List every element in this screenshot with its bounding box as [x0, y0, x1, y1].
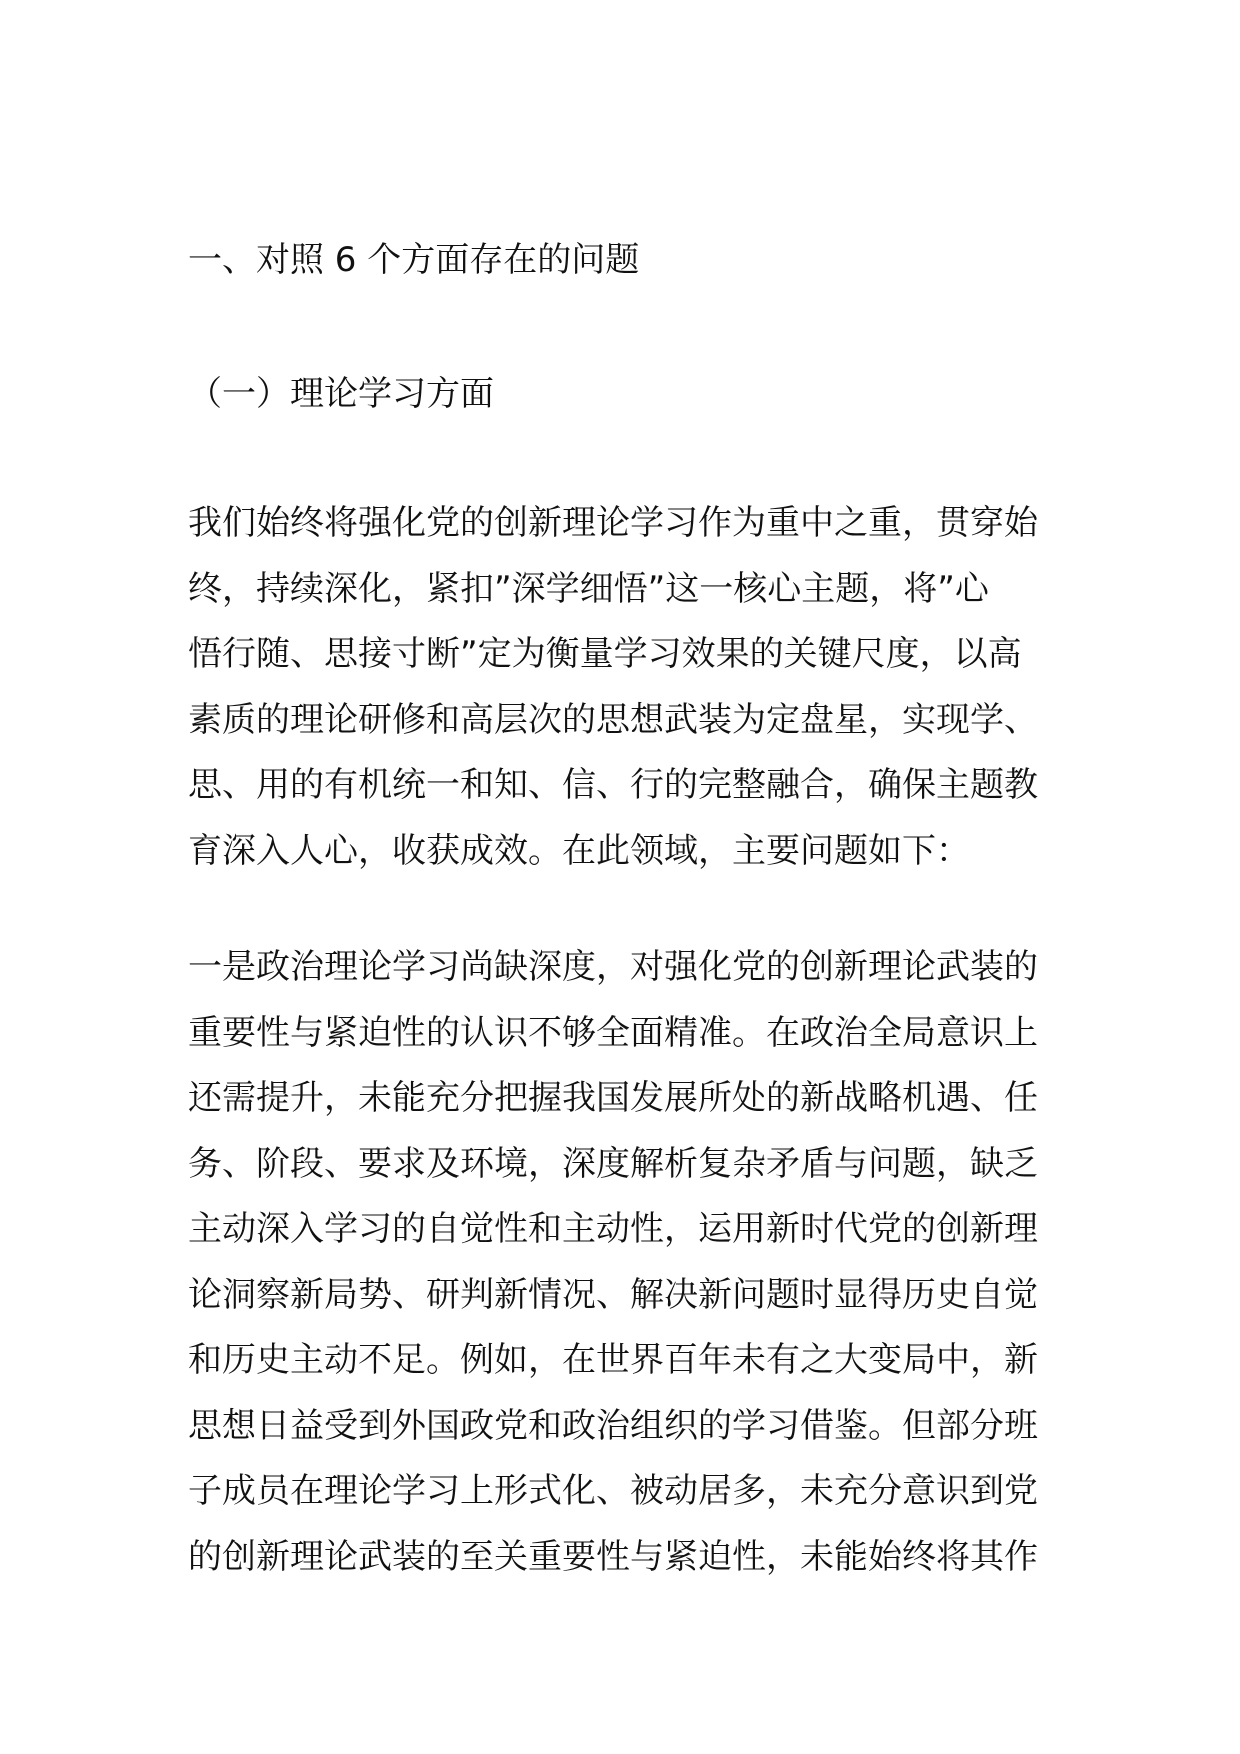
subsection-heading: （一）理论学习方面 [188, 374, 494, 414]
paragraph-line: 重要性与紧迫性的认识不够全面精准。在政治全局意识上 [188, 1012, 1038, 1053]
paragraph-line: 主动深入学习的自觉性和主动性，运用新时代党的创新理 [188, 1209, 1038, 1249]
paragraph-line: 和历史主动不足。例如，在世界百年未有之大变局中，新 [188, 1340, 1038, 1380]
section-heading: 一、对照 6 个方面存在的问题 [188, 240, 640, 280]
paragraph-line: 论洞察新局势、研判新情况、解决新问题时显得历史自觉 [188, 1274, 1038, 1315]
paragraph-line: 育深入人心，收获成效。在此领域，主要问题如下： [188, 830, 970, 871]
paragraph-line: 终，持续深化，紧扣”深学细悟”这一核心主题，将”心 [188, 568, 989, 609]
paragraph-line: 思、用的有机统一和知、信、行的完整融合，确保主题教 [188, 765, 1038, 805]
paragraph-line: 还需提升，未能充分把握我国发展所处的新战略机遇、任 [188, 1078, 1038, 1118]
paragraph-line: 的创新理论武装的至关重要性与紧迫性，未能始终将其作 [188, 1536, 1038, 1577]
paragraph-line: 子成员在理论学习上形式化、被动居多，未充分意识到党 [188, 1471, 1038, 1511]
intro-paragraph [188, 491, 1063, 884]
paragraph-line: 悟行随、思接寸断”定为衡量学习效果的关键尺度，以高 [188, 634, 1022, 674]
paragraph-line: 务、阶段、要求及环境，深度解析复杂矛盾与问题，缺乏 [188, 1143, 1038, 1184]
problem-paragraph [188, 935, 1063, 1590]
paragraph-line: 我们始终将强化党的创新理论学习作为重中之重，贯穿始 [188, 503, 1038, 543]
paragraph-line: 思想日益受到外国政党和政治组织的学习借鉴。但部分班 [188, 1405, 1038, 1446]
paragraph-line: 素质的理论研修和高层次的思想武装为定盘星，实现学、 [188, 699, 1038, 740]
paragraph-line: 一是政治理论学习尚缺深度，对强化党的创新理论武装的 [188, 947, 1038, 987]
